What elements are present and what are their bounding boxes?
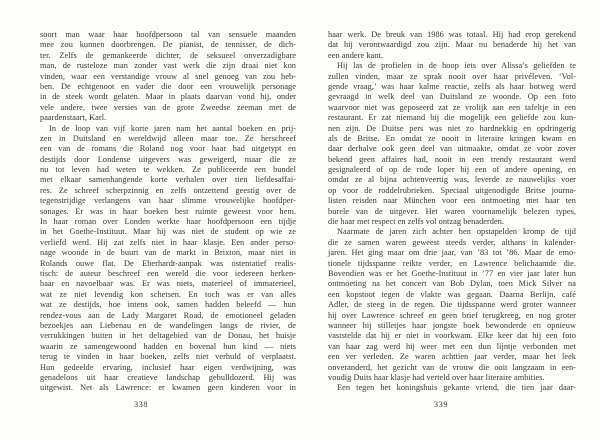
- text-line: zen in Duitsland en wereldwijd alleen maar toe. Ze herschreef: [40, 133, 296, 143]
- text-line: terug te vinden in haar boeken, zelfs niet verhuld of verplaatst.: [40, 352, 296, 362]
- text-line: nen zijn. De Duitse pers was niet zo hardnekkig en opdringerig: [328, 123, 576, 133]
- text-line: een van de romans die Roland nog voor haar had uitgetypt en: [40, 144, 296, 154]
- text-line: voudig Duits haar klasje had verteld over haar literaire ambities.: [328, 372, 545, 382]
- text-line: gende vraag,’ was haar kalme reactie, zelfs als haar botweg werd: [328, 81, 576, 91]
- text-line: burele van de uitgever. Het waren voornamelijk belezen types,: [328, 206, 576, 216]
- text-line: jaren. Het ging maar om drie jaar, van ’83 tot ’86. Maar de emo-: [328, 248, 576, 258]
- text-line: verrukkingen buiten in het deltagebied van de Donau, het huisje: [40, 331, 296, 341]
- text-line: uitgewist. Net als Lawrence: er kwamen geen kinderen voor in: [40, 383, 296, 393]
- text-line: die ze samen waren geweest steeds verder, althans in kalender-: [328, 237, 576, 247]
- text-line: verliefd werd. Hij zat zelfs niet in haar klasje. Een ander perso-: [40, 237, 296, 247]
- text-line: haar werk. De breuk van 1986 was totaal. Hij had erop gerekend: [328, 30, 576, 39]
- page-number-left: 338: [133, 400, 149, 409]
- text-line: met elkaar samenhangende korte verhalen over tien liefdesaffai-: [40, 175, 296, 185]
- text-line: hij over Lawrence schreef en geen brief terugkreeg, en nog groter: [328, 310, 576, 320]
- text-line: omdat ze al bijna achtenveertig was, leverde ze nauwelijks voer: [328, 175, 576, 185]
- right-page-text: [328, 30, 576, 394]
- text-line: paardenstaart, Karl.: [40, 113, 107, 123]
- text-line: baar en navoelbaar was. Er was niets, materieel of immaterieel,: [40, 279, 296, 289]
- text-line: die haar met respect en zelfs vol ontzag benaderden.: [328, 217, 505, 227]
- text-line: waarin ze samengewoond hadden en bovenal hun kind — niets: [40, 341, 296, 351]
- text-line: Adler, de steeg in de regen. Die tijdsspanne werd groter wanneer: [328, 300, 576, 310]
- text-line: tegenstrijdige verlangens van haar slimme vrouwelijke hoofdper-: [40, 196, 296, 206]
- text-line: Naarmate de jaren zich achter hen opstapelden kromp de tijd: [337, 227, 576, 237]
- text-line: waarvoor niet was geposeerd zat ze vrolijk aan een tafeltje in een: [328, 102, 576, 112]
- text-line: genadeloos uit haar creatieve landschap gebulldozerd. Hij was: [40, 372, 296, 382]
- text-line: listen reisden naar München voor een ontmoeting met haar ten: [328, 196, 576, 206]
- page-number-right: 339: [433, 400, 449, 409]
- text-line: bekend geen affaires had, nooit in een trendy restaurant werd: [328, 154, 576, 164]
- text-line: Hij las de profielen in de hoop iets over Alissa’s geliefden te: [337, 61, 576, 71]
- text-line: restaurant. Er zat niemand bij die mogelijk een geliefde zou kun-: [328, 113, 576, 123]
- text-line: Een tegen het koningshuis gekante vriend, die tien jaar daar-: [337, 383, 576, 393]
- text-line: Bovendien was er het Goethe-Instituut in ’77 en vier jaar later hun: [328, 268, 576, 278]
- text-line: vele andere, twee versies van de grote Zweedse zeeman met de: [40, 102, 296, 112]
- text-line: vinden, waar een verstandige vrouw al snel genoeg van zou heb-: [40, 71, 296, 81]
- text-line: nu tot leven had weten te wekken. Ze publiceerde een bundel: [40, 165, 296, 175]
- text-line: sonages. Er was in haar boeken best ruimte geweest voor hem.: [40, 206, 296, 216]
- text-line: gevraagd in welk deel van Duitsland ze woonde. Op een foto: [328, 92, 576, 102]
- text-line: ontmoeting na het concert van Bob Dylan, toen Mick Silver na: [328, 279, 576, 289]
- text-line: In de loop van vijf korte jaren nam het aantal boeken en prij-: [49, 123, 296, 133]
- text-line: ter. Zelfs de gemankeerde dichter, de seksueel onverzadigbare: [40, 50, 296, 60]
- text-line: een andere kant.: [328, 50, 383, 60]
- text-line: mee zou kunnen doorbrengen. De pianist, de tennisser, de dich-: [40, 40, 296, 50]
- text-line: wanneer hij stilletjes haar jongste boek bewonderde en opnieuw: [328, 320, 576, 330]
- text-line: gesignaleerd of op de rode loper bij een of andere opening, en: [328, 165, 576, 175]
- text-line: in de steek wordt gelaten. Maar in plaats daarvan vond hij, onder: [40, 92, 296, 102]
- text-line: bezoekjes aan Liebenau en de wandelingen langs de rivier, de: [40, 320, 296, 330]
- text-line: In haar roman over Londen werkte haar hoofdpersoon een tijdje: [40, 217, 296, 227]
- text-line: daar derhalve ook geen deel van uitmaakte, omdat ze voor zover: [328, 144, 576, 154]
- text-line: tisch: de auteur beschreef een wereld die voor iedereen herken-: [40, 268, 296, 278]
- text-line: een ver verleden. Ze waren achttien jaar verder, maar het leek: [328, 352, 576, 362]
- text-line: zullen vinden, maar ze sprak nooit over haar privéleven. ‘Vol-: [328, 71, 576, 81]
- text-line: nage woonde in de buurt van de markt in Brixton, maar niet in: [40, 248, 296, 258]
- text-line: man, de rusteloze man zonder vast werk die zijn draai niet kon: [40, 61, 296, 71]
- text-line: onveranderd, het gezicht van de vrouw die ooit langzaam in een-: [328, 362, 576, 372]
- text-line: vaststelde dat hij er niet in voorkwam. Elke keer dat hij een foto: [328, 331, 576, 341]
- text-line: Rolands ouwe flat. De Eberhardt-aanpak was ostentatief realis-: [40, 258, 296, 268]
- text-line: Hun gedeelde ervaring, inclusief haar eigen verdwijning, was: [40, 362, 296, 372]
- text-line: ben. De echtgenoot en vader die door een vrouwelijk personage: [40, 81, 296, 91]
- text-line: tionele tijdsspanne reikte verder, en Lawrence belichaamde die.: [328, 258, 576, 268]
- left-page-text: [40, 30, 296, 394]
- text-line: van haar zag werd hij weer met een dun lijntje verbonden met: [328, 341, 576, 351]
- text-line: een kopstoot tegen de vlakte was gegaan. Daarna Berlijn, café: [328, 289, 576, 299]
- text-line: dat hij verontwaardigd zou zijn. Maar nu benaderde hij het van: [328, 40, 576, 50]
- text-line: soort man waar haar hoofdpersoon tal van sensuele maanden: [40, 30, 296, 39]
- text-line: wat ze niet levendig kon schetsen. En toch was er van alles: [40, 289, 296, 299]
- text-line: rendez-vous aan de Lady Margaret Road, de emotioneel geladen: [40, 310, 296, 320]
- text-line: op voor de roddelrubrieken. Speciaal uitgenodigde Britse journa-: [328, 185, 576, 195]
- text-line: als de Britse. En omdat ze nooit in literaire kringen kwam en: [328, 133, 576, 143]
- text-line: wat ze destijds, hoe intens ook, samen hadden beleefd — hun: [40, 300, 296, 310]
- text-line: destijds door Londense uitgevers was geweigerd, maar die ze: [40, 154, 296, 164]
- text-line: in het Goethe-Instituut. Maar hij was niet de student op wie ze: [40, 227, 296, 237]
- text-line: res. Ze schreef scherpzinnig en zelfs ontzettend geestig over de: [40, 185, 296, 195]
